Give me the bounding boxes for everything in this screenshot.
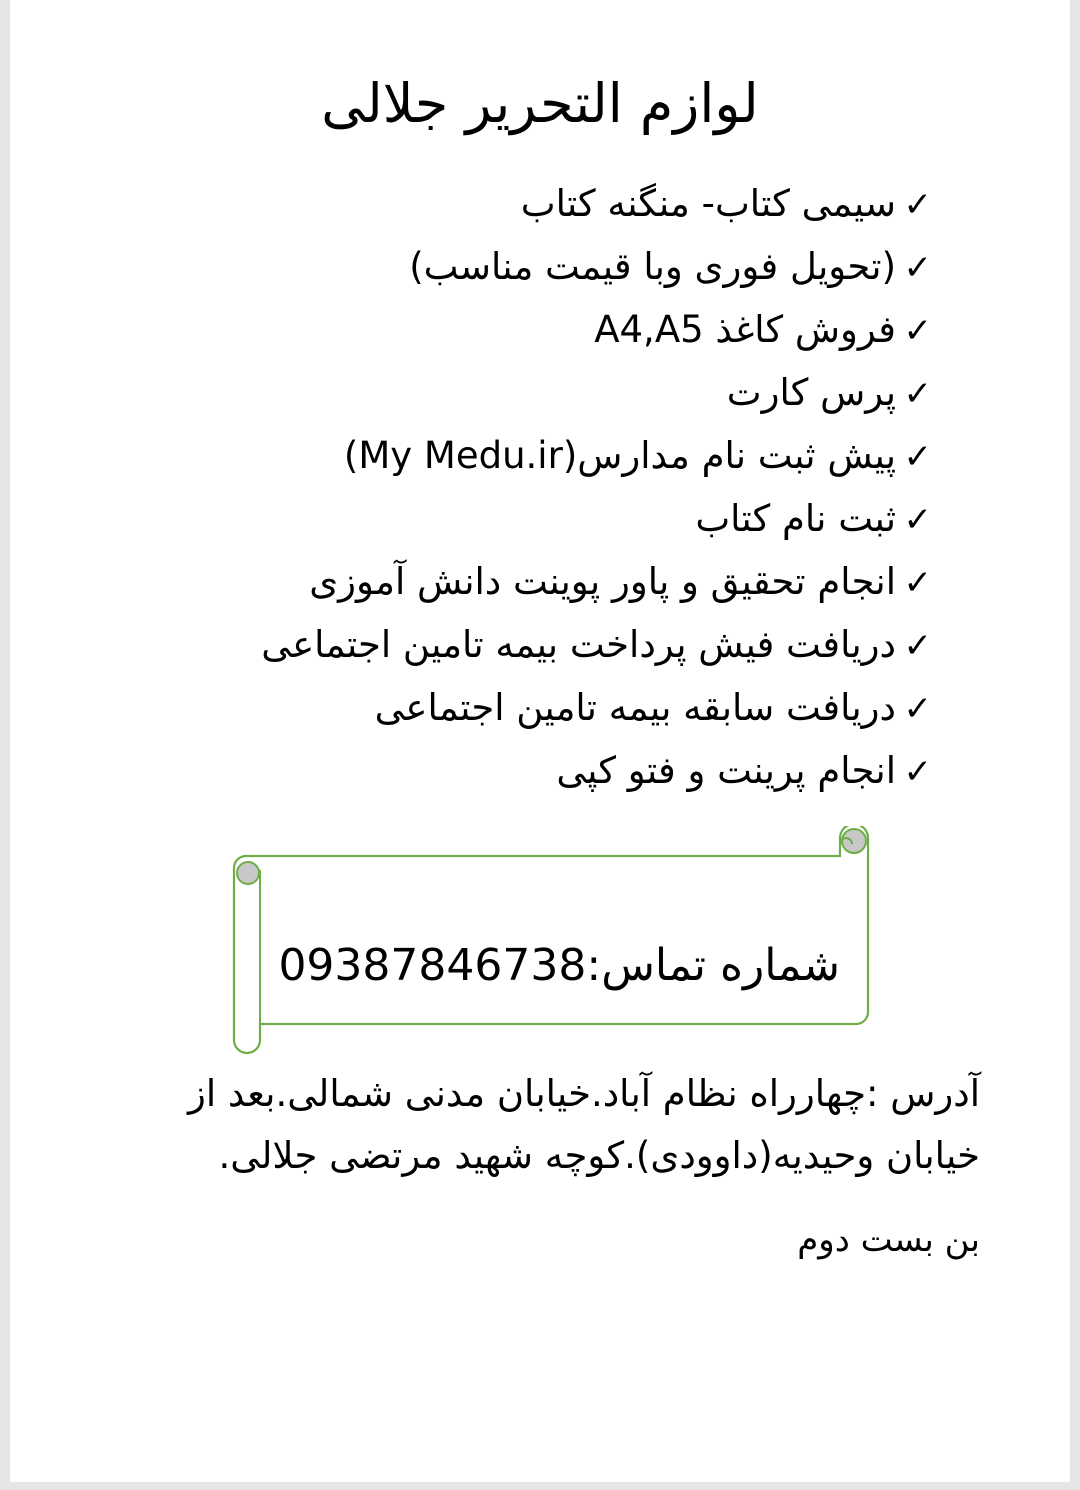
checkmark-icon: ✓ bbox=[903, 563, 932, 603]
document-title: لوازم التحریر جلالی bbox=[321, 72, 759, 135]
service-item-label: (تحویل فوری وبا قیمت مناسب) bbox=[409, 245, 896, 288]
service-item-label: دریافت فیش پرداخت بیمه تامین اجتماعی bbox=[261, 623, 896, 666]
service-item-label: سیمی کتاب- منگنه کتاب bbox=[520, 182, 896, 225]
service-item-label: پیش ثبت نام مدارس(My Medu.ir) bbox=[343, 434, 896, 477]
service-item bbox=[261, 424, 932, 487]
checkmark-icon: ✓ bbox=[903, 626, 932, 666]
service-item-label: پرس کارت bbox=[726, 371, 896, 414]
service-item-label: انجام تحقیق و پاور پوینت دانش آموزی bbox=[309, 560, 896, 603]
service-item bbox=[261, 172, 932, 235]
checkmark-icon: ✓ bbox=[903, 374, 932, 414]
contact-phone: شماره تماس:09387846738 bbox=[278, 940, 840, 991]
service-item bbox=[261, 361, 932, 424]
service-item bbox=[261, 613, 932, 676]
service-item bbox=[261, 487, 932, 550]
service-item bbox=[261, 550, 932, 613]
address-line-3: بن بست دوم bbox=[797, 1220, 980, 1260]
service-item bbox=[261, 235, 932, 298]
checkmark-icon: ✓ bbox=[903, 311, 932, 351]
checkmark-icon: ✓ bbox=[903, 500, 932, 540]
address-line-2: خیابان وحیدیه(داوودی).کوچه شهید مرتضی جلالی. bbox=[218, 1134, 980, 1177]
service-item-label: ثبت نام کتاب bbox=[695, 497, 896, 540]
service-item bbox=[261, 739, 932, 802]
checkmark-icon: ✓ bbox=[903, 437, 932, 477]
services-list bbox=[261, 172, 932, 802]
checkmark-icon: ✓ bbox=[903, 752, 932, 792]
checkmark-icon: ✓ bbox=[903, 689, 932, 729]
checkmark-icon: ✓ bbox=[903, 185, 932, 225]
checkmark-icon: ✓ bbox=[903, 248, 932, 288]
service-item-label: فروش کاغذ A4,A5 bbox=[594, 308, 896, 351]
address-line-1: آدرس :چهارراه نظام آباد.خیابان مدنی شمالی.بعد از bbox=[187, 1072, 980, 1115]
service-item bbox=[261, 676, 932, 739]
service-item bbox=[261, 298, 932, 361]
service-item-label: انجام پرینت و فتو کپی bbox=[556, 749, 896, 792]
service-item-label: دریافت سابقه بیمه تامین اجتماعی bbox=[374, 686, 896, 729]
